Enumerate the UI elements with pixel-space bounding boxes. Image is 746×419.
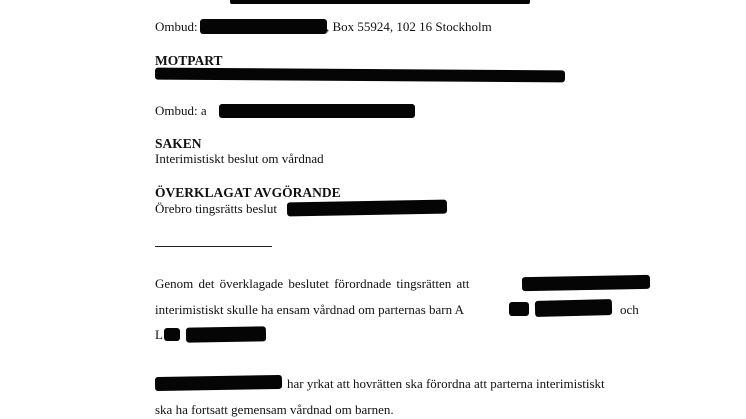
ombud-line-1 — [155, 19, 198, 35]
motpart-heading: MOTPART — [155, 53, 223, 68]
divider-line — [155, 246, 272, 247]
body-paragraph-1-line-2: interimistiskt skulle ha ensam vårdnad om parternas barn A — [155, 302, 465, 317]
overklagat-text: Örebro tingsrätts beslut — [155, 201, 278, 216]
body-paragraph-2-line-1: har yrkat att hovrätten ska förordna att parterna interimistiskt — [287, 376, 605, 391]
redaction-bar — [287, 200, 447, 217]
saken-text: Interimistiskt beslut om vårdnad — [155, 151, 324, 166]
redaction-bar — [155, 375, 282, 391]
overklagat-heading: ÖVERKLAGAT AVGÖRANDE — [155, 185, 341, 200]
redaction-bar — [535, 299, 612, 317]
redaction-bar — [200, 19, 327, 34]
redaction-bar — [186, 326, 266, 342]
body-paragraph-2-line-2: ska ha fortsatt gemensam vårdnad om barnen. — [155, 402, 394, 417]
ombud-address: , Box 55924, 102 16 Stockholm — [326, 19, 492, 34]
redaction-bar — [522, 275, 650, 291]
saken-heading: SAKEN — [155, 136, 202, 151]
ombud-label: Ombud: — [155, 19, 198, 34]
redaction-bar — [219, 104, 415, 118]
ombud-line-2: Ombud: a — [155, 103, 207, 118]
body-paragraph-1-line-1: Genom det överklagade beslutet förordnade tingsrätten att — [155, 276, 470, 291]
body-paragraph-1-line-3: L — [155, 327, 163, 342]
body-paragraph-1-line-2-end: och — [620, 302, 639, 317]
redaction-bar — [230, 0, 530, 4]
redaction-bar — [509, 302, 529, 316]
redaction-bar — [155, 68, 565, 83]
redaction-bar — [164, 328, 180, 341]
